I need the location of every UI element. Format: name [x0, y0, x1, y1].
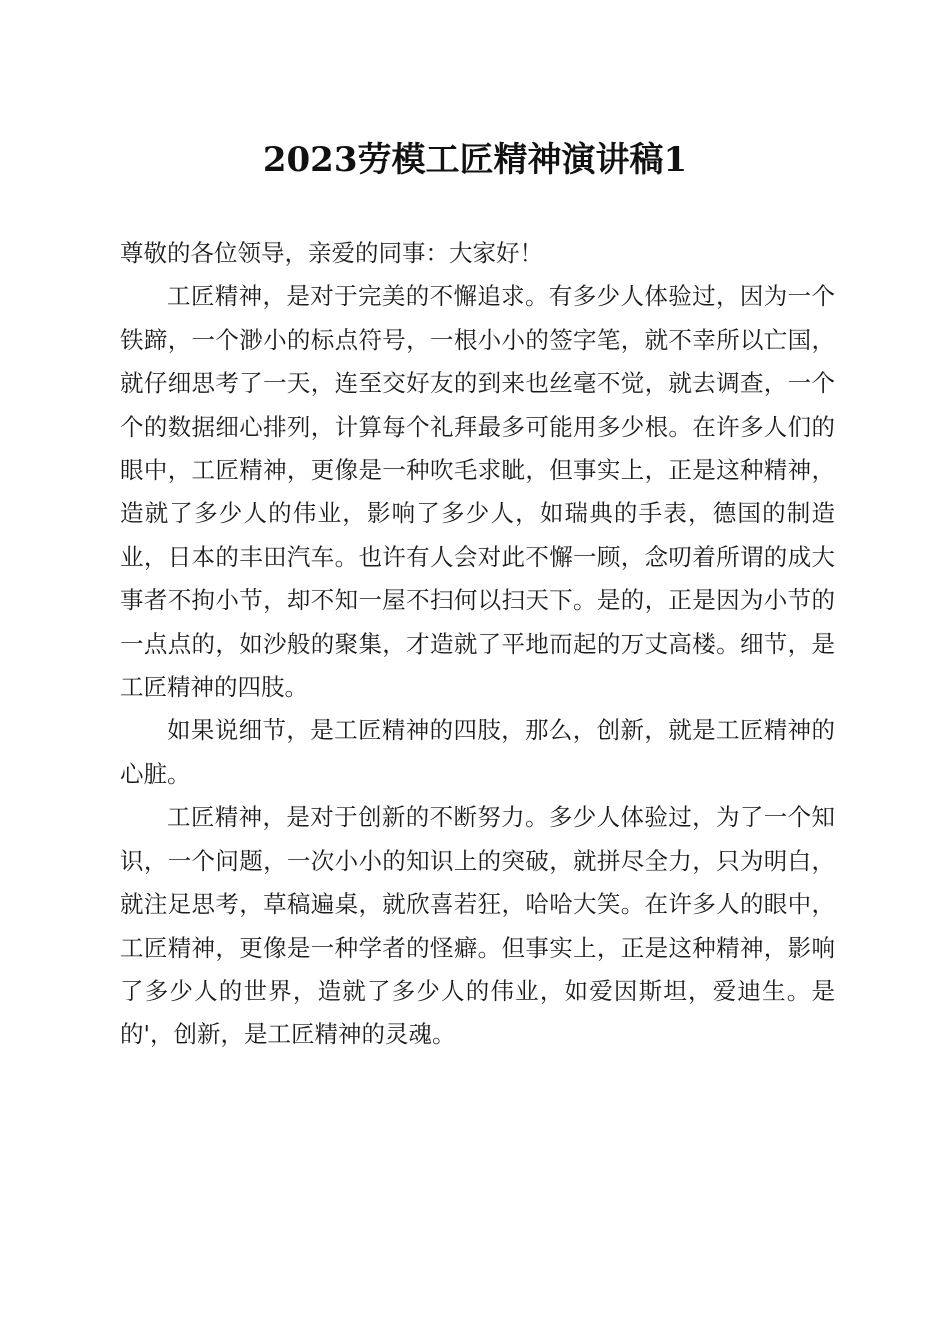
- document-title: 2023劳模工匠精神演讲稿1: [262, 140, 688, 180]
- document-body: [120, 232, 835, 1057]
- greeting-line: 尊敬的各位领导，亲爱的同事：大家好！: [120, 239, 543, 267]
- paragraph-1: 工匠精神，是对于完美的不懈追求。有多少人体验过，因为一个铁蹄，一个渺小的标点符号，一根小小的签字笔，就不幸所以亡国，就仔细思考了一天，连至交好友的到来也丝毫不觉，就去调查，一个个的数据细心排列，计算每个礼拜最多可能用多少根。在许多人们的眼中，工匠精神，更像是一种吹毛求眦，但事实上，正是这种精神，造就了多少人的伟业，影响了多少人，如瑞典的手表，德国的制造业，日本的丰田汽车。也许有人会对此不懈一顾，念叨着所谓的成大事者不拘小节，却不知一屋不扫何以扫天下。是的，正是因为小节的一点点的，如沙般的聚集，才造就了平地而起的万丈高楼。细节，是工匠精神的四肢。: [120, 282, 835, 702]
- paragraph-2: 如果说细节，是工匠精神的四肢，那么，创新，就是工匠精神的心脏。: [120, 716, 835, 788]
- paragraph-3: 工匠精神，是对于创新的不断努力。多少人体验过，为了一个知识，一个问题，一次小小的知识上的突破，就拼尽全力，只为明白，就注足思考，草稿遍桌，就欣喜若狂，哈哈大笑。在许多人的眼中，工匠精神，更像是一种学者的怪癖。但事实上，正是这种精神，影响了多少人的世界，造就了多少人的伟业，如爱因斯坦，爱迪生。是的'，创新，是工匠精神的灵魂。: [120, 803, 835, 1049]
